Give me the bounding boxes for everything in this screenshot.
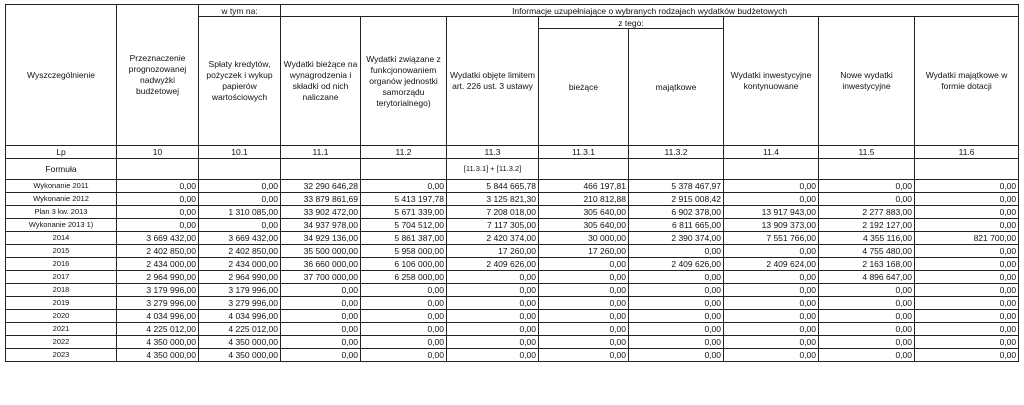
table-cell: 37 700 000,00	[281, 271, 361, 284]
table-cell: 0,00	[915, 310, 1019, 323]
table-row	[6, 297, 1019, 310]
table-cell: 0,00	[447, 336, 539, 349]
table-cell: 0,00	[915, 258, 1019, 271]
row-label: 2021	[6, 323, 117, 336]
table-cell: 6 902 378,00	[629, 206, 724, 219]
row-label: Plan 3 kw. 2013	[6, 206, 117, 219]
table-row	[6, 336, 1019, 349]
table-cell: 0,00	[915, 297, 1019, 310]
header-col-11-2: Wydatki związane z funkcjonowaniem organów jednostki samorządu terytorialnego)	[361, 17, 447, 146]
table-cell: 0,00	[819, 336, 915, 349]
table-cell: 33 879 861,69	[281, 193, 361, 206]
table-cell: 0,00	[281, 297, 361, 310]
table-row	[6, 193, 1019, 206]
table-cell: 0,00	[117, 219, 199, 232]
table-cell: 0,00	[447, 284, 539, 297]
table-cell: 36 660 000,00	[281, 258, 361, 271]
table-cell: 0,00	[447, 310, 539, 323]
table-cell: 0,00	[539, 310, 629, 323]
table-cell: 3 279 996,00	[117, 297, 199, 310]
table-cell: 0,00	[819, 284, 915, 297]
table-cell: 210 812,88	[539, 193, 629, 206]
formula-cell	[199, 159, 281, 180]
table-cell: 3 179 996,00	[117, 284, 199, 297]
table-cell: 6 258 000,00	[361, 271, 447, 284]
table-cell: 4 350 000,00	[199, 336, 281, 349]
table-cell: 0,00	[819, 349, 915, 362]
table-cell: 4 225 012,00	[199, 323, 281, 336]
lp-cell: 11.4	[724, 146, 819, 159]
table-cell: 0,00	[539, 336, 629, 349]
lp-cell: 11.2	[361, 146, 447, 159]
table-row	[6, 180, 1019, 193]
table-cell: 2 402 850,00	[199, 245, 281, 258]
table-cell: 0,00	[724, 193, 819, 206]
table-cell: 2 409 626,00	[629, 258, 724, 271]
table-row	[6, 349, 1019, 362]
table-cell: 3 669 432,00	[199, 232, 281, 245]
table-cell: 13 909 373,00	[724, 219, 819, 232]
table-cell: 2 390 374,00	[629, 232, 724, 245]
table-cell: 0,00	[915, 336, 1019, 349]
table-cell: 0,00	[447, 323, 539, 336]
table-cell: 0,00	[361, 180, 447, 193]
header-col-11-4: Wydatki inwestycyjne kontynuowane	[724, 17, 819, 146]
lp-cell: Lp	[6, 146, 117, 159]
table-cell: 821 700,00	[915, 232, 1019, 245]
table-cell: 5 958 000,00	[361, 245, 447, 258]
table-cell: 0,00	[819, 193, 915, 206]
lp-cell: 11.3.1	[539, 146, 629, 159]
table-cell: 0,00	[447, 297, 539, 310]
table-cell: 0,00	[915, 193, 1019, 206]
table-body	[6, 146, 1019, 362]
header-row-label: Wyszczególnienie	[6, 5, 117, 146]
table-cell: 2 409 626,00	[447, 258, 539, 271]
table-cell: 7 208 018,00	[447, 206, 539, 219]
table-cell: 4 350 000,00	[117, 349, 199, 362]
table-cell: 0,00	[724, 323, 819, 336]
formula-cell	[539, 159, 629, 180]
table-cell: 0,00	[819, 323, 915, 336]
formula-cell	[724, 159, 819, 180]
table-row	[6, 206, 1019, 219]
table-cell: 2 402 850,00	[117, 245, 199, 258]
row-label: Wykonanie 2011	[6, 180, 117, 193]
table-cell: 2 277 883,00	[819, 206, 915, 219]
table-cell: 17 260,00	[447, 245, 539, 258]
table-cell: 0,00	[281, 349, 361, 362]
table-row	[6, 323, 1019, 336]
table-cell: 0,00	[281, 336, 361, 349]
table-cell: 4 034 996,00	[199, 310, 281, 323]
row-label: 2020	[6, 310, 117, 323]
table-cell: 0,00	[724, 180, 819, 193]
table-cell: 0,00	[724, 297, 819, 310]
table-cell: 5 861 387,00	[361, 232, 447, 245]
table-cell: 5 378 467,97	[629, 180, 724, 193]
table-cell: 1 310 085,00	[199, 206, 281, 219]
row-label: 2014	[6, 232, 117, 245]
row-label: 2017	[6, 271, 117, 284]
lp-cell: 11.3	[447, 146, 539, 159]
table-cell: 2 163 168,00	[819, 258, 915, 271]
table-cell: 0,00	[539, 271, 629, 284]
table-cell: 0,00	[539, 349, 629, 362]
header-col-11-1: Wydatki bieżące na wynagrodzenia i składki od nich naliczane	[281, 17, 361, 146]
header-col-11-5: Nowe wydatki inwestycyjne	[819, 17, 915, 146]
table-row	[6, 284, 1019, 297]
table-cell: 0,00	[629, 310, 724, 323]
row-label: 2019	[6, 297, 117, 310]
table-cell: 0,00	[629, 349, 724, 362]
table-cell: 0,00	[915, 323, 1019, 336]
formula-label: Formuła	[6, 159, 117, 180]
header-col-11-3-1: bieżące	[539, 29, 629, 146]
table-cell: 4 755 480,00	[819, 245, 915, 258]
table-cell: 2 409 624,00	[724, 258, 819, 271]
table-cell: 0,00	[724, 349, 819, 362]
formula-cell	[361, 159, 447, 180]
table-cell: 0,00	[539, 258, 629, 271]
table-cell: 2 915 008,42	[629, 193, 724, 206]
table-cell: 0,00	[915, 206, 1019, 219]
table-cell: 0,00	[281, 323, 361, 336]
formula-cell	[117, 159, 199, 180]
header-col-10-1: Spłaty kredytów, pożyczek i wykup papierów wartościowych	[199, 17, 281, 146]
header-col-10: Przeznaczenie prognozowanej nadwyżki budżetowej	[117, 5, 199, 146]
table-cell: 5 844 665,78	[447, 180, 539, 193]
table-cell: 4 350 000,00	[199, 349, 281, 362]
table-cell: 7 117 305,00	[447, 219, 539, 232]
row-label: 2015	[6, 245, 117, 258]
table-cell: 0,00	[629, 245, 724, 258]
lp-row	[6, 146, 1019, 159]
table-cell: 0,00	[361, 349, 447, 362]
header-info-group: Informacje uzupełniające o wybranych rodzajach wydatków budżetowych	[281, 5, 1019, 17]
table-cell: 2 434 000,00	[117, 258, 199, 271]
table-cell: 305 640,00	[539, 219, 629, 232]
table-cell: 4 896 647,00	[819, 271, 915, 284]
row-label: 2018	[6, 284, 117, 297]
table-cell: 0,00	[629, 271, 724, 284]
table-cell: 0,00	[819, 310, 915, 323]
table-cell: 0,00	[819, 297, 915, 310]
table-cell: 4 034 996,00	[117, 310, 199, 323]
table-cell: 0,00	[199, 219, 281, 232]
formula-cell	[281, 159, 361, 180]
row-label: 2022	[6, 336, 117, 349]
table-cell: 0,00	[915, 284, 1019, 297]
table-cell: 34 937 978,00	[281, 219, 361, 232]
lp-cell: 11.5	[819, 146, 915, 159]
table-cell: 0,00	[629, 284, 724, 297]
formula-11-3: [11.3.1] + [11.3.2]	[447, 159, 539, 180]
table-cell: 32 290 646,28	[281, 180, 361, 193]
table-row	[6, 245, 1019, 258]
table-cell: 4 225 012,00	[117, 323, 199, 336]
table-cell: 3 179 996,00	[199, 284, 281, 297]
table-cell: 0,00	[724, 284, 819, 297]
table-cell: 0,00	[629, 323, 724, 336]
table-cell: 466 197,81	[539, 180, 629, 193]
header-w-tym-na: w tym na:	[199, 5, 281, 17]
table-cell: 0,00	[361, 297, 447, 310]
table-cell: 2 964 990,00	[117, 271, 199, 284]
table-cell: 0,00	[629, 297, 724, 310]
table-cell: 0,00	[724, 271, 819, 284]
table-cell: 2 420 374,00	[447, 232, 539, 245]
table-cell: 0,00	[539, 284, 629, 297]
table-cell: 34 929 136,00	[281, 232, 361, 245]
table-cell: 0,00	[199, 193, 281, 206]
table-cell: 4 350 000,00	[117, 336, 199, 349]
table-cell: 7 551 766,00	[724, 232, 819, 245]
table-cell: 2 434 000,00	[199, 258, 281, 271]
row-label: Wykonanie 2012	[6, 193, 117, 206]
table-cell: 13 917 943,00	[724, 206, 819, 219]
formula-row	[6, 159, 1019, 180]
table-cell: 0,00	[915, 219, 1019, 232]
table-cell: 0,00	[724, 336, 819, 349]
table-cell: 0,00	[281, 310, 361, 323]
table-cell: 5 671 339,00	[361, 206, 447, 219]
table-cell: 0,00	[915, 271, 1019, 284]
table-cell: 0,00	[361, 284, 447, 297]
formula-cell	[819, 159, 915, 180]
table-cell: 30 000,00	[539, 232, 629, 245]
table-cell: 0,00	[915, 180, 1019, 193]
table-cell: 0,00	[199, 180, 281, 193]
budget-table	[5, 4, 1019, 362]
table-cell: 6 106 000,00	[361, 258, 447, 271]
budget-table-container	[5, 4, 1018, 362]
table-cell: 305 640,00	[539, 206, 629, 219]
table-cell: 35 500 000,00	[281, 245, 361, 258]
table-cell: 0,00	[539, 323, 629, 336]
table-cell: 0,00	[915, 349, 1019, 362]
table-cell: 0,00	[281, 284, 361, 297]
table-cell: 0,00	[361, 310, 447, 323]
table-cell: 0,00	[361, 323, 447, 336]
table-cell: 0,00	[117, 206, 199, 219]
row-label: 2016	[6, 258, 117, 271]
lp-cell: 10.1	[199, 146, 281, 159]
table-cell: 0,00	[447, 271, 539, 284]
table-row	[6, 271, 1019, 284]
table-cell: 5 704 512,00	[361, 219, 447, 232]
table-cell: 5 413 197,78	[361, 193, 447, 206]
lp-cell: 10	[117, 146, 199, 159]
formula-cell	[629, 159, 724, 180]
row-label: 2023	[6, 349, 117, 362]
table-row	[6, 219, 1019, 232]
table-row	[6, 310, 1019, 323]
table-cell: 33 902 472,00	[281, 206, 361, 219]
lp-cell: 11.3.2	[629, 146, 724, 159]
table-row	[6, 232, 1019, 245]
table-cell: 3 279 996,00	[199, 297, 281, 310]
row-label: Wykonanie 2013 1)	[6, 219, 117, 232]
table-cell: 0,00	[915, 245, 1019, 258]
table-cell: 0,00	[117, 193, 199, 206]
table-cell: 2 192 127,00	[819, 219, 915, 232]
header-col-11-3-2: majątkowe	[629, 29, 724, 146]
table-cell: 0,00	[724, 310, 819, 323]
formula-cell	[915, 159, 1019, 180]
table-cell: 4 355 116,00	[819, 232, 915, 245]
table-cell: 0,00	[117, 180, 199, 193]
table-cell: 0,00	[447, 349, 539, 362]
table-cell: 6 811 665,00	[629, 219, 724, 232]
table-cell: 2 964 990,00	[199, 271, 281, 284]
table-cell: 0,00	[539, 297, 629, 310]
table-cell: 0,00	[629, 336, 724, 349]
header-col-11-6: Wydatki majątkowe w formie dotacji	[915, 17, 1019, 146]
table-cell: 0,00	[819, 180, 915, 193]
lp-cell: 11.6	[915, 146, 1019, 159]
table-row	[6, 258, 1019, 271]
table-cell: 0,00	[724, 245, 819, 258]
header-col-11-3: Wydatki objęte limitem art. 226 ust. 3 ustawy	[447, 17, 539, 146]
table-cell: 0,00	[361, 336, 447, 349]
table-cell: 3 125 821,30	[447, 193, 539, 206]
table-cell: 17 260,00	[539, 245, 629, 258]
lp-cell: 11.1	[281, 146, 361, 159]
header-z-tego: z tego:	[539, 17, 724, 29]
table-cell: 3 669 432,00	[117, 232, 199, 245]
